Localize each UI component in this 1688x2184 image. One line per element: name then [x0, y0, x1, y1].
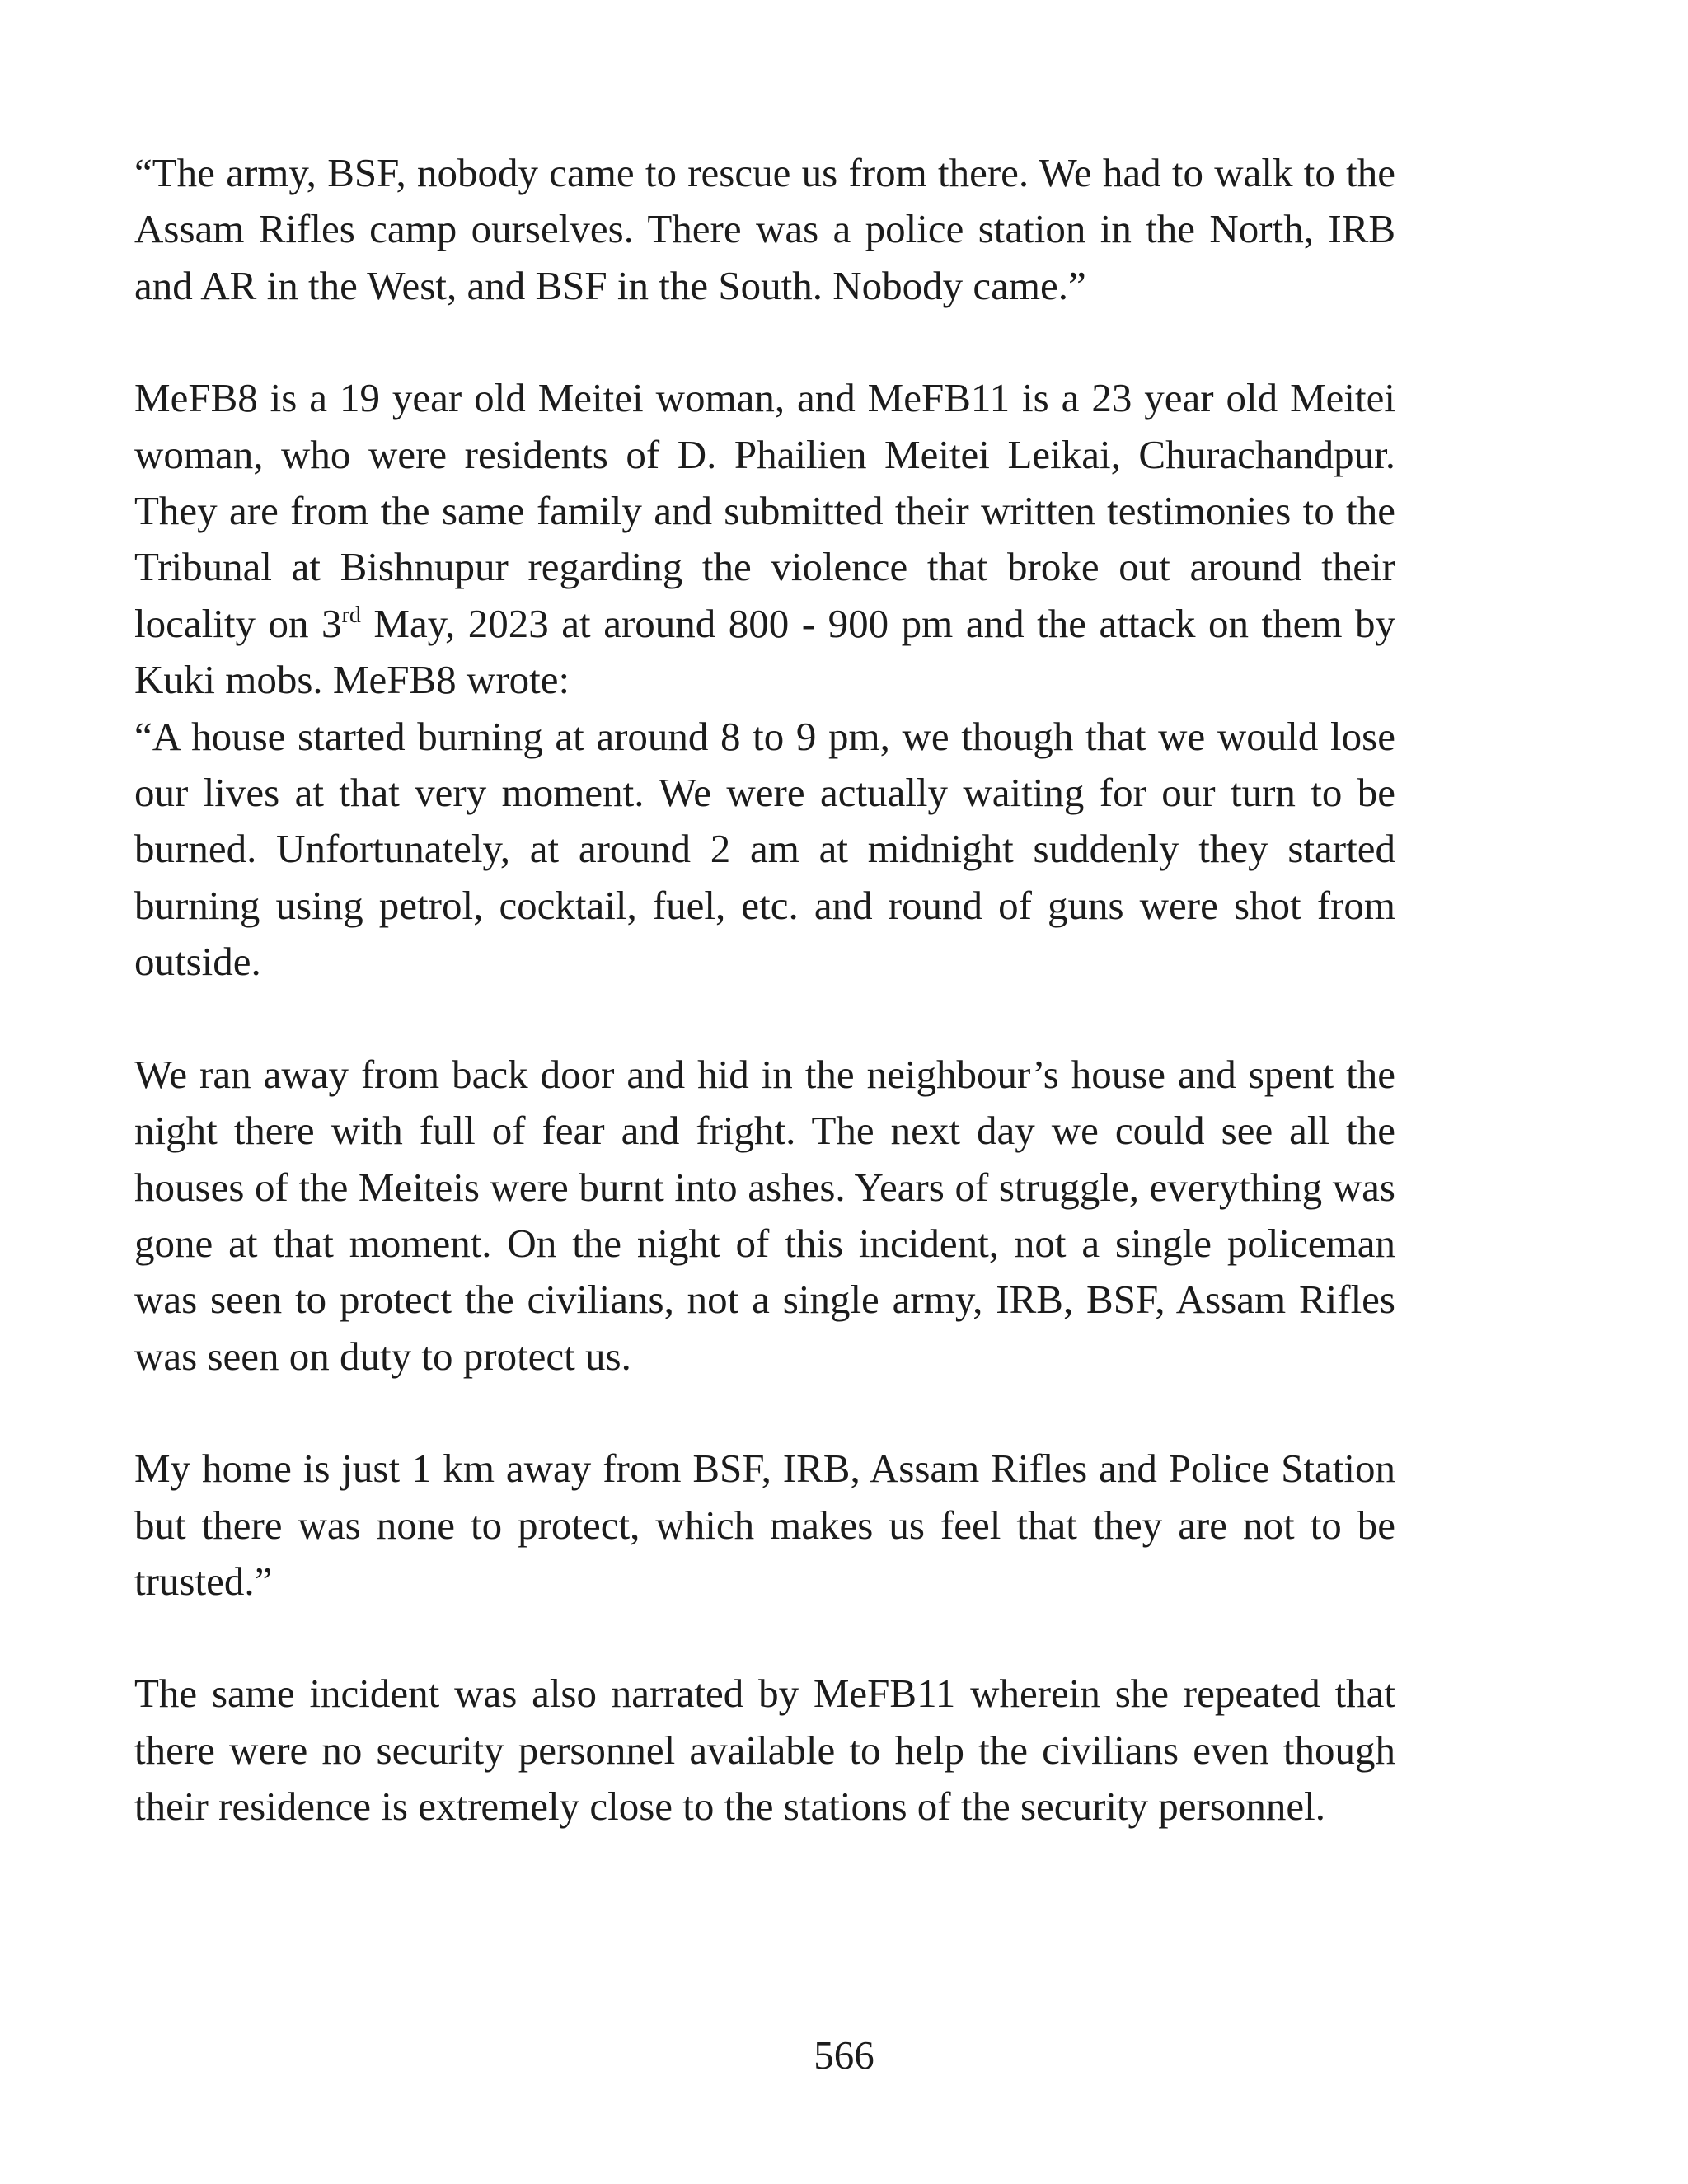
paragraph-testimony-intro-text-end: May, 2023 at around 800 - 900 pm and the attack on them by Kuki mobs. MeFB8 wrote:: [134, 600, 1396, 703]
paragraph-quote-army: “The army, BSF, nobody came to rescue us from there. We had to walk to the Assam Rifles camp ourselves. There was a police station in the North, IRB and AR in the West, and BSF in the South. Nobody came.”: [134, 150, 1395, 308]
paragraph-quote-home-distance: My home is just 1 km away from BSF, IRB, Assam Rifles and Police Station but there was none to protect, which makes us feel that they are not to be trusted.”: [134, 1446, 1395, 1604]
paragraph-mefb11-narration: The same incident was also narrated by MeFB11 wherein she repeated that there were no security personnel available to help the civilians even though their residence is extremely close to the stations of the security personnel.: [134, 1671, 1395, 1830]
paragraph-testimony-intro: [134, 370, 1395, 708]
document-body: [134, 145, 1395, 1835]
paragraph-quote-house-burning: “A house started burning at around 8 to 9 pm, we though that we would lose our lives at that very moment. We were actually waiting for our turn to be burned. Unfortunately, at around 2 am at midnight suddenly they started burning using petrol, cocktail, fuel, etc. and round of guns were shot from outside.: [134, 713, 1395, 985]
ordinal-superscript: rd: [341, 602, 361, 628]
paragraph-quote-ran-away: We ran away from back door and hid in the neighbour’s house and spent the night there with full of fear and fright. The next day we could see all the houses of the Meiteis were burnt into ashes. Years of struggle, everything was gone at that moment. On the night of this incident, not a single policeman was seen to protect the civilians, not a single army, IRB, BSF, Assam Rifles was seen on duty to protect us.: [134, 1051, 1395, 1379]
paragraph-testimony-intro-text: MeFB8 is a 19 year old Meitei woman, and MeFB11 is a 23 year old Meitei woman, who were residents of D. Phailien Meitei Leikai, Churachandpur. They are from the same family and submitted their written testimonies to the Tribunal at Bishnupur regarding the violence that broke out around their locality on 3: [134, 375, 1395, 646]
page-number: 566: [814, 2032, 874, 2078]
